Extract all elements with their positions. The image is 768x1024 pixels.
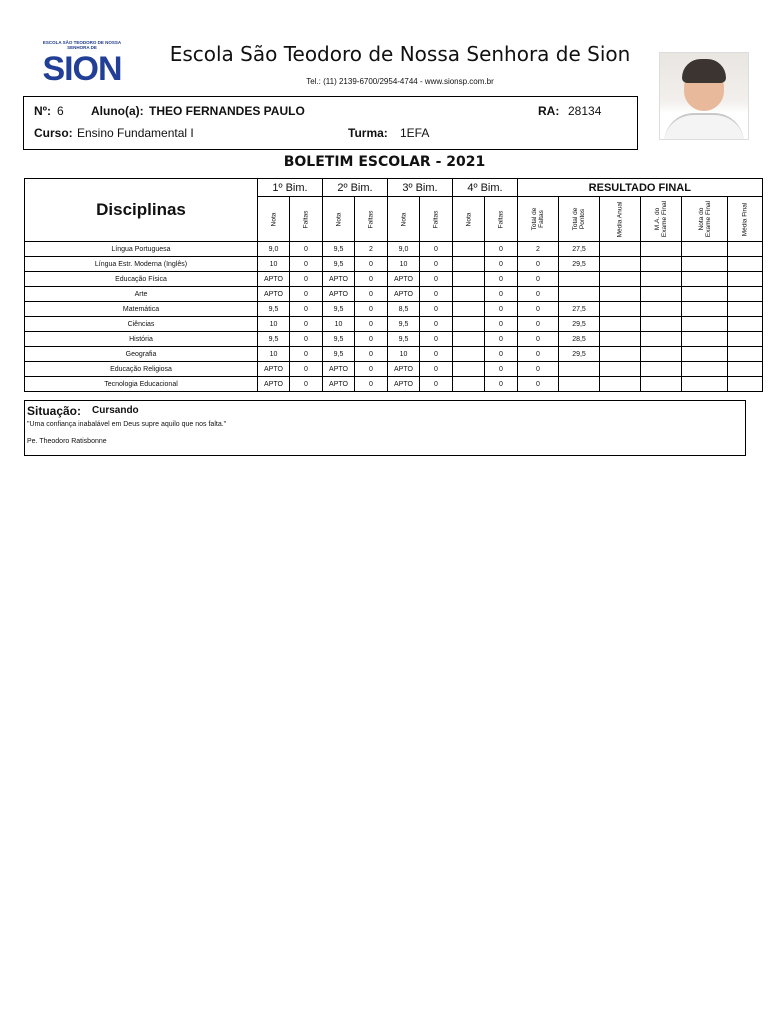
grade-cell-tp: 29,5 — [559, 347, 600, 362]
grade-cell-mf — [728, 272, 763, 287]
grade-cell-b4f: 0 — [485, 377, 518, 392]
grade-cell-maef — [641, 302, 682, 317]
faltas-header: Faltas — [420, 197, 453, 242]
grade-cell-b3f: 0 — [420, 287, 453, 302]
grades-table — [24, 178, 763, 392]
grade-cell-tp: 28,5 — [559, 332, 600, 347]
grade-cell-b2n: 10 — [323, 317, 355, 332]
grade-cell-ma — [600, 347, 641, 362]
numero-label: Nº: — [34, 104, 52, 118]
grade-cell-b1f: 0 — [290, 242, 323, 257]
grade-cell-b2f: 0 — [355, 362, 388, 377]
grade-cell-tf: 0 — [518, 272, 559, 287]
logo-small-text: ESCOLA SÃO TEODORO DE NOSSA SENHORA DE — [42, 40, 122, 50]
grade-cell-b4f: 0 — [485, 362, 518, 377]
grade-cell-b1n: 10 — [258, 317, 290, 332]
grade-cell-ma — [600, 317, 641, 332]
quote-author: Pe. Theodoro Ratisbonne — [27, 438, 107, 445]
grade-cell-b3n: 9,0 — [388, 242, 420, 257]
grade-cell-ma — [600, 272, 641, 287]
ma-exame-final-header: M.A. do Exame Final — [641, 197, 682, 242]
report-title: BOLETIM ESCOLAR - 2021 — [283, 154, 486, 170]
curso-value: Ensino Fundamental I — [77, 126, 194, 140]
grade-cell-b1f: 0 — [290, 347, 323, 362]
table-row — [25, 347, 763, 362]
grade-cell-b4n — [453, 257, 485, 272]
grade-cell-tp — [559, 272, 600, 287]
grade-cell-b3n: APTO — [388, 287, 420, 302]
grade-cell-maef — [641, 272, 682, 287]
student-photo — [659, 52, 749, 140]
grade-cell-mf — [728, 362, 763, 377]
grade-cell-tp: 27,5 — [559, 302, 600, 317]
media-final-header: Média Final — [728, 197, 763, 242]
grade-cell-b3n: 10 — [388, 257, 420, 272]
grade-cell-b2n: 9,5 — [323, 302, 355, 317]
grade-cell-mf — [728, 257, 763, 272]
grade-cell-b1n: APTO — [258, 377, 290, 392]
grade-cell-ma — [600, 332, 641, 347]
grade-cell-b3f: 0 — [420, 302, 453, 317]
grade-cell-b2f: 0 — [355, 272, 388, 287]
grade-cell-b2n: APTO — [323, 272, 355, 287]
grade-cell-b1f: 0 — [290, 287, 323, 302]
total-pontos-header: Total de Pontos — [559, 197, 600, 242]
grade-cell-b3n: APTO — [388, 362, 420, 377]
grade-cell-b2n: APTO — [323, 362, 355, 377]
grade-cell-b2n: 9,5 — [323, 332, 355, 347]
grade-cell-b4n — [453, 287, 485, 302]
grade-cell-b3n: 9,5 — [388, 332, 420, 347]
grade-cell-b1f: 0 — [290, 377, 323, 392]
grade-cell-b4n — [453, 272, 485, 287]
grade-cell-nef — [682, 272, 728, 287]
subject-name: Arte — [25, 287, 258, 302]
grade-cell-b1f: 0 — [290, 272, 323, 287]
grade-cell-nef — [682, 302, 728, 317]
faltas-header: Faltas — [485, 197, 518, 242]
nota-header: Nota — [388, 197, 420, 242]
grade-cell-b2n: 9,5 — [323, 347, 355, 362]
grade-cell-b2f: 0 — [355, 302, 388, 317]
grade-cell-tp — [559, 287, 600, 302]
bim-1-header: 1º Bim. — [258, 179, 323, 197]
grade-cell-ma — [600, 242, 641, 257]
grade-cell-tf: 0 — [518, 287, 559, 302]
subject-name: Geografia — [25, 347, 258, 362]
grade-cell-nef — [682, 317, 728, 332]
grade-cell-nef — [682, 347, 728, 362]
grade-cell-b2f: 0 — [355, 377, 388, 392]
resultado-final-header: RESULTADO FINAL — [518, 179, 763, 197]
grade-cell-b1n: 10 — [258, 257, 290, 272]
grade-cell-b4n — [453, 347, 485, 362]
grade-cell-b4n — [453, 242, 485, 257]
grade-cell-b2n: 9,5 — [323, 242, 355, 257]
grade-cell-b4n — [453, 377, 485, 392]
grade-cell-tp: 27,5 — [559, 242, 600, 257]
table-row — [25, 257, 763, 272]
grade-cell-b2n: APTO — [323, 287, 355, 302]
bim-3-header: 3º Bim. — [388, 179, 453, 197]
grade-cell-b4f: 0 — [485, 302, 518, 317]
grade-cell-b3f: 0 — [420, 377, 453, 392]
grade-cell-maef — [641, 347, 682, 362]
school-name: Escola São Teodoro de Nossa Senhora de Sion — [169, 42, 631, 66]
grade-cell-b4f: 0 — [485, 272, 518, 287]
grade-cell-ma — [600, 287, 641, 302]
turma-label: Turma: — [348, 126, 388, 140]
grade-cell-b4f: 0 — [485, 317, 518, 332]
grade-cell-mf — [728, 242, 763, 257]
media-anual-header: Média Anual — [600, 197, 641, 242]
subject-name: Educação Física — [25, 272, 258, 287]
bim-4-header: 4º Bim. — [453, 179, 518, 197]
subject-name: Ciências — [25, 317, 258, 332]
grade-cell-b4f: 0 — [485, 332, 518, 347]
subject-name: Educação Religiosa — [25, 362, 258, 377]
grade-cell-b3n: APTO — [388, 272, 420, 287]
grade-cell-b3f: 0 — [420, 362, 453, 377]
ra-label: RA: — [538, 104, 560, 118]
grade-cell-mf — [728, 287, 763, 302]
grade-cell-maef — [641, 362, 682, 377]
grade-cell-b4n — [453, 317, 485, 332]
grade-cell-ma — [600, 257, 641, 272]
aluno-label: Aluno(a): — [91, 104, 144, 118]
grade-cell-b2f: 0 — [355, 332, 388, 347]
school-contact: Tel.: (11) 2139-6700/2954-4744 - www.sionsp.com.br — [306, 77, 494, 86]
subject-name: Língua Estr. Moderna (Inglês) — [25, 257, 258, 272]
grade-cell-b3n: 10 — [388, 347, 420, 362]
disciplinas-header: Disciplinas — [25, 179, 258, 242]
grade-cell-maef — [641, 287, 682, 302]
grade-cell-tf: 0 — [518, 257, 559, 272]
grade-cell-tf: 0 — [518, 377, 559, 392]
grade-cell-b4n — [453, 362, 485, 377]
grade-cell-b1n: APTO — [258, 287, 290, 302]
grade-cell-b3f: 0 — [420, 242, 453, 257]
subject-name: História — [25, 332, 258, 347]
grade-cell-b1n: APTO — [258, 362, 290, 377]
grade-cell-ma — [600, 302, 641, 317]
situacao-label: Situação: — [27, 404, 82, 418]
subject-name: Língua Portuguesa — [25, 242, 258, 257]
table-row — [25, 287, 763, 302]
grade-cell-b1f: 0 — [290, 257, 323, 272]
situacao-value: Cursando — [92, 405, 139, 416]
grade-cell-b3f: 0 — [420, 317, 453, 332]
school-logo — [36, 40, 128, 90]
table-row — [25, 302, 763, 317]
grade-cell-b2f: 0 — [355, 287, 388, 302]
situacao-box — [24, 400, 746, 456]
table-row — [25, 272, 763, 287]
nota-exame-final-header: Nota do Exame Final — [682, 197, 728, 242]
curso-label: Curso: — [34, 126, 73, 140]
grade-cell-b4f: 0 — [485, 287, 518, 302]
grade-cell-tp — [559, 362, 600, 377]
grade-cell-nef — [682, 287, 728, 302]
grade-cell-b1n: 9,5 — [258, 332, 290, 347]
grade-cell-nef — [682, 332, 728, 347]
grade-cell-mf — [728, 377, 763, 392]
subject-name: Tecnologia Educacional — [25, 377, 258, 392]
grade-cell-mf — [728, 347, 763, 362]
table-row — [25, 242, 763, 257]
nota-header: Nota — [258, 197, 290, 242]
grade-cell-tf: 0 — [518, 332, 559, 347]
aluno-value: THEO FERNANDES PAULO — [149, 104, 305, 118]
grade-cell-mf — [728, 332, 763, 347]
grade-cell-tp — [559, 377, 600, 392]
grade-cell-b1n: 9,0 — [258, 242, 290, 257]
grade-cell-b3f: 0 — [420, 257, 453, 272]
grade-cell-ma — [600, 362, 641, 377]
grade-cell-b4f: 0 — [485, 242, 518, 257]
ra-value: 28134 — [568, 104, 602, 118]
grade-cell-b4n — [453, 332, 485, 347]
grade-cell-b4f: 0 — [485, 257, 518, 272]
subject-name: Matemática — [25, 302, 258, 317]
grade-cell-maef — [641, 317, 682, 332]
total-faltas-header: Total de Faltas — [518, 197, 559, 242]
bim-2-header: 2º Bim. — [323, 179, 388, 197]
grade-cell-nef — [682, 257, 728, 272]
quote-text: "Uma confiança inabalável em Deus supre aquilo que nos falta." — [27, 421, 227, 428]
grade-cell-maef — [641, 242, 682, 257]
grade-cell-nef — [682, 362, 728, 377]
grade-cell-b2f: 0 — [355, 257, 388, 272]
grade-cell-nef — [682, 377, 728, 392]
grade-cell-b2n: APTO — [323, 377, 355, 392]
grade-cell-mf — [728, 302, 763, 317]
grade-cell-ma — [600, 377, 641, 392]
student-info-box — [23, 96, 638, 150]
grade-cell-tf: 0 — [518, 317, 559, 332]
grade-cell-b2f: 0 — [355, 347, 388, 362]
grade-cell-b1f: 0 — [290, 317, 323, 332]
grade-cell-b4f: 0 — [485, 347, 518, 362]
grade-cell-maef — [641, 332, 682, 347]
grade-cell-b2f: 2 — [355, 242, 388, 257]
grade-cell-tf: 0 — [518, 347, 559, 362]
grade-cell-nef — [682, 242, 728, 257]
grade-cell-b1n: APTO — [258, 272, 290, 287]
turma-value: 1EFA — [400, 126, 430, 140]
grade-cell-tp: 29,5 — [559, 257, 600, 272]
numero-value: 6 — [57, 104, 64, 118]
grade-cell-maef — [641, 257, 682, 272]
grade-cell-tp: 29,5 — [559, 317, 600, 332]
grade-cell-tf: 0 — [518, 362, 559, 377]
grade-cell-b3n: 9,5 — [388, 317, 420, 332]
logo-text: SION — [42, 50, 122, 88]
grade-cell-b1f: 0 — [290, 302, 323, 317]
nota-header: Nota — [453, 197, 485, 242]
grade-cell-b2f: 0 — [355, 317, 388, 332]
table-row — [25, 332, 763, 347]
grade-cell-b3f: 0 — [420, 332, 453, 347]
faltas-header: Faltas — [290, 197, 323, 242]
grade-cell-mf — [728, 317, 763, 332]
table-row — [25, 377, 763, 392]
nota-header: Nota — [323, 197, 355, 242]
grade-cell-tf: 0 — [518, 302, 559, 317]
grade-cell-b1n: 10 — [258, 347, 290, 362]
grade-cell-b4n — [453, 302, 485, 317]
grade-cell-b2n: 9,5 — [323, 257, 355, 272]
table-row — [25, 362, 763, 377]
grade-cell-maef — [641, 377, 682, 392]
grade-cell-b3f: 0 — [420, 347, 453, 362]
grade-cell-b3n: APTO — [388, 377, 420, 392]
grade-cell-tf: 2 — [518, 242, 559, 257]
grade-cell-b1n: 9,5 — [258, 302, 290, 317]
table-row — [25, 317, 763, 332]
faltas-header: Faltas — [355, 197, 388, 242]
grade-cell-b3n: 8,5 — [388, 302, 420, 317]
grade-cell-b1f: 0 — [290, 362, 323, 377]
grade-cell-b1f: 0 — [290, 332, 323, 347]
grade-cell-b3f: 0 — [420, 272, 453, 287]
